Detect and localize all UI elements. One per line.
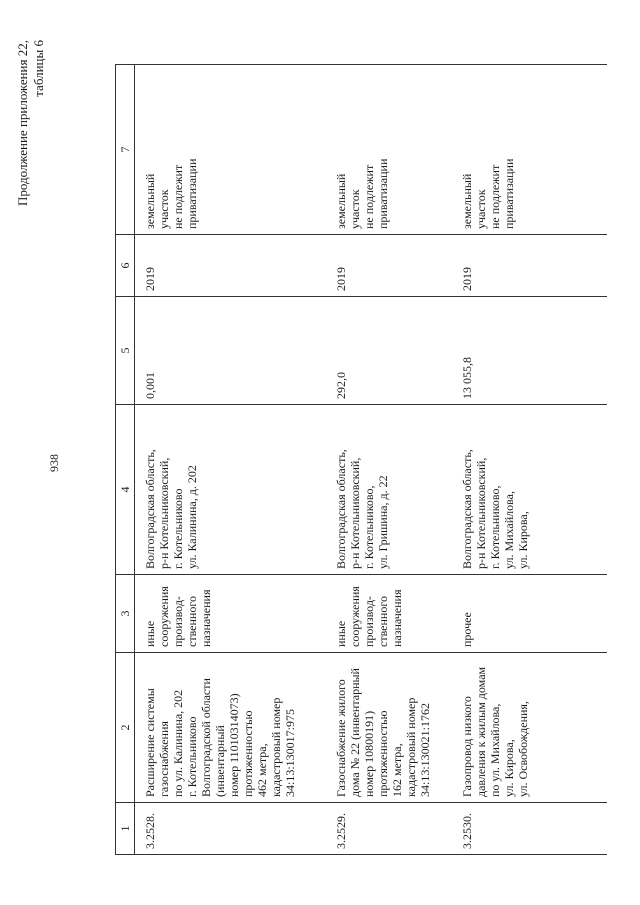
object-name-line: Газоснабжение жилого [334,679,348,797]
object-name-line: г. Котельниково [185,716,199,797]
object-address-line: р-н Котельниковский, [474,457,488,569]
object-year: 2019 [143,267,157,291]
object-address-line: ул. Гришина, д. 22 [376,475,390,569]
object-name-line: давления к жилым домам [474,666,488,797]
object-note-line: не подлежит [362,164,376,229]
object-name-line: кадастровый номер [404,697,418,797]
object-name-line: протяженностью [376,710,390,797]
object-note-line: не подлежит [171,164,185,229]
object-note-line: участок [474,189,488,229]
object-address-cell [330,405,456,575]
object-name-line: ул. Освобождения, [516,701,530,797]
object-area: 13 055,8 [460,357,474,399]
column-header: 7 [116,65,135,235]
object-area: 292,0 [334,372,348,399]
object-note-line: земельный [143,173,157,229]
object-type-line: иные [143,620,157,647]
table-row [456,65,607,855]
object-name-line: 162 метра, [390,743,404,797]
object-name-line: газоснабжения [157,721,171,797]
object-name-line: номер 10800191) [362,710,376,797]
object-name-cell [456,653,607,803]
object-name-line: Волгоградской области [199,678,213,797]
row-number-cell [135,803,331,855]
object-name-line: протяженностью [241,710,255,797]
object-type-line: производ- [171,596,185,647]
object-type-cell [456,575,607,653]
continuation-header [15,40,55,300]
object-name-line: дома № 22 (инвентарный [348,668,362,797]
row-number-cell [330,803,456,855]
object-type-line: ственного [185,596,199,647]
column-header: 6 [116,235,135,297]
object-address-line: ул. Михайлова, [502,491,516,569]
object-address-line: р-н Котельниковский, [348,457,362,569]
object-address-line: г. Котельниково, [362,485,376,569]
header-line-2: таблицы 6 [31,40,46,97]
object-area-cell [330,297,456,405]
column-header: 1 [116,803,135,855]
column-header: 5 [116,297,135,405]
object-name-line: кадастровый номер [269,697,283,797]
object-note-line: земельный [334,173,348,229]
object-type-cell [330,575,456,653]
object-address-line: р-н Котельниковский, [157,457,171,569]
object-note-line: участок [157,189,171,229]
object-area-cell [456,297,607,405]
object-address-line: ул. Калинина, д. 202 [185,465,199,569]
object-name-line: по ул. Калинина, 202 [171,689,185,797]
row-number: 3.2530. [460,813,474,849]
column-header: 2 [116,653,135,803]
object-note-line: земельный [460,173,474,229]
object-note-cell [330,65,456,235]
object-type-line: иные [334,620,348,647]
object-year: 2019 [334,267,348,291]
object-name-line: по ул. Михайлова, [488,703,502,797]
object-name-line: 462 метра, [255,743,269,797]
object-type-line: производ- [362,596,376,647]
object-note-cell [456,65,607,235]
object-note-line: приватизации [376,158,390,229]
object-type-cell [135,575,331,653]
column-header: 4 [116,405,135,575]
object-name-line: 34:13:130021:1762 [418,702,432,797]
table-row [135,65,331,855]
row-number-cell [456,803,607,855]
header-line-1: Продолжение приложения 22, [15,40,30,207]
object-address-line: г. Котельниково, [488,485,502,569]
column-header: 3 [116,575,135,653]
object-address-cell [456,405,607,575]
object-address-line: г. Котельниково [171,488,185,569]
object-area-cell [135,297,331,405]
object-note-line: приватизации [502,158,516,229]
object-type-line: сооружения [157,586,171,647]
object-address-line: Волгоградская область, [460,449,474,569]
object-name-line: ул. Кирова, [502,739,516,797]
rotated-table-wrapper [115,65,615,855]
row-number: 3.2529. [334,813,348,849]
object-name-line: (инвентарный [213,725,227,797]
object-name-cell [330,653,456,803]
object-type-line: ственного [376,596,390,647]
object-address-line: Волгоградская область, [143,449,157,569]
object-year-cell [456,235,607,297]
row-number: 3.2528. [143,813,157,849]
object-note-line: участок [348,189,362,229]
object-type-line: сооружения [348,586,362,647]
object-year-cell [330,235,456,297]
table-body [135,65,608,855]
object-year: 2019 [460,267,474,291]
header-row [116,65,135,855]
object-address-line: ул. Кирова, [516,511,530,569]
object-name-line: номер 11010314073) [227,693,241,797]
property-table [115,64,607,855]
object-note-line: приватизации [185,158,199,229]
object-name-cell [135,653,331,803]
object-area: 0,001 [143,372,157,399]
object-type-line: прочее [460,612,474,647]
object-note-line: не подлежит [488,164,502,229]
object-address-line: Волгоградская область, [334,449,348,569]
object-address-cell [135,405,331,575]
object-type-line: назначения [390,589,404,647]
object-type-line: назначения [199,589,213,647]
object-note-cell [135,65,331,235]
object-name-line: Расширение системы [143,688,157,797]
object-year-cell [135,235,331,297]
page-number: 938 [47,454,61,472]
object-name-line: 34:13:130017:975 [283,708,297,797]
object-name-line: Газопровод низкого [460,696,474,797]
table-row [330,65,456,855]
